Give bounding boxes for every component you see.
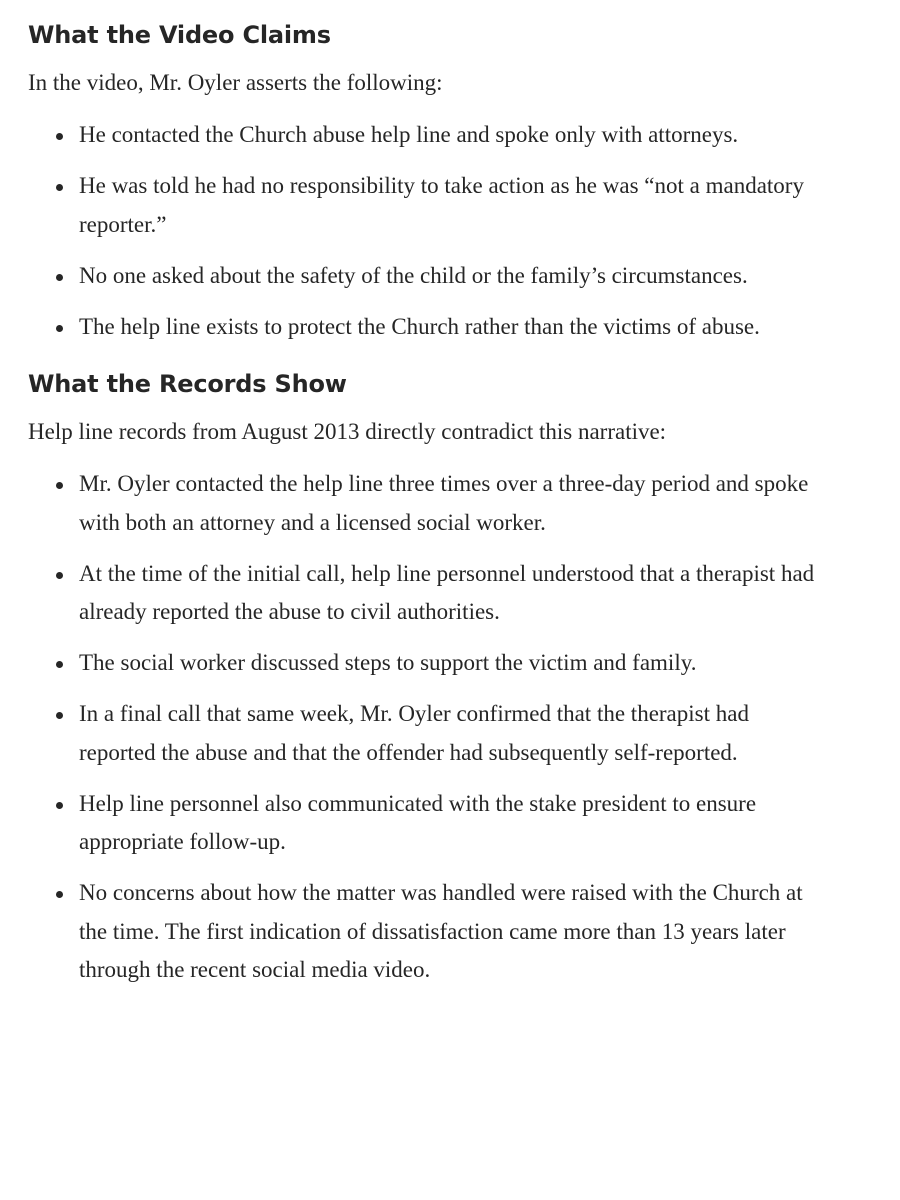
records-list-item: The social worker discussed steps to support the victim and family. — [28, 644, 819, 683]
records-list-item: Help line personnel also communicated with the stake president to ensure appropriate follow-up. — [28, 785, 819, 862]
claims-list-item: The help line exists to protect the Church rather than the victims of abuse. — [28, 308, 819, 347]
records-intro: Help line records from August 2013 directly contradict this narrative: — [28, 419, 667, 444]
records-list-item: Mr. Oyler contacted the help line three times over a three-day period and spoke with both an attorney and a licensed social worker. — [28, 465, 819, 542]
records-list-item: No concerns about how the matter was handled were raised with the Church at the time. The first indication of dissatisfaction came more than 13 years later through the recent social media video. — [28, 874, 819, 990]
records-list-item: At the time of the initial call, help line personnel understood that a therapist had already reported the abuse to civil authorities. — [28, 555, 819, 632]
section-heading-records-show: What the Records Show — [28, 370, 347, 398]
claims-list-item: He was told he had no responsibility to take action as he was “not a mandatory reporter.” — [28, 167, 819, 244]
records-list — [28, 465, 878, 990]
claims-list-item: No one asked about the safety of the child or the family’s circumstances. — [28, 257, 819, 296]
claims-list — [28, 116, 878, 346]
article-content — [28, 0, 878, 1002]
claims-list-item: He contacted the Church abuse help line and spoke only with attorneys. — [28, 116, 819, 155]
records-list-item: In a final call that same week, Mr. Oyler confirmed that the therapist had reported the abuse and that the offender had subsequently self-reported. — [28, 695, 819, 772]
claims-intro: In the video, Mr. Oyler asserts the following: — [28, 70, 443, 95]
section-heading-video-claims: What the Video Claims — [28, 21, 331, 49]
